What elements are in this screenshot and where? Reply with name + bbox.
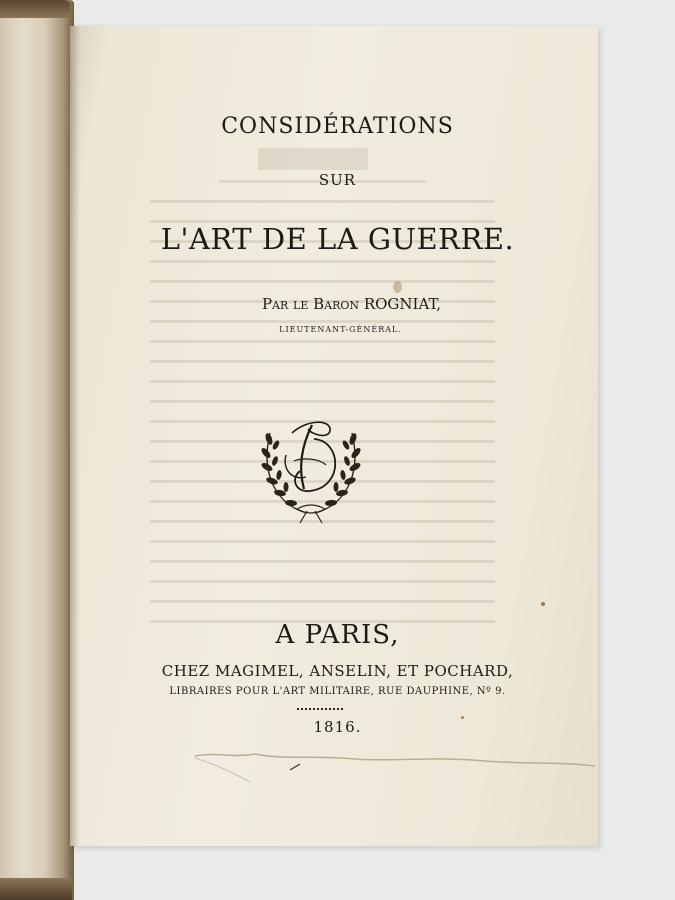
binding-top	[0, 0, 70, 18]
bleed-through-text	[150, 140, 495, 620]
title-line-sur: SUR	[318, 171, 357, 189]
ornamental-rule	[297, 708, 343, 710]
author-rank: LIEUTENANT-GÉNÉRAL.	[279, 325, 402, 334]
title-line-main: L'ART DE LA GUERRE.	[160, 222, 515, 256]
imprint-publisher: CHEZ MAGIMEL, ANSELIN, ET POCHARD,	[161, 662, 514, 680]
foxing-spot	[541, 602, 545, 606]
binding-bottom	[0, 878, 72, 900]
foxing-spot	[393, 281, 402, 293]
torn-paper-edge	[195, 752, 595, 786]
imprint-city: A PARIS,	[275, 620, 400, 650]
imprint-address: LIBRAIRES POUR L'ART MILITAIRE, RUE DAUPHINE, Nº 9.	[169, 686, 506, 697]
monogram-wreath-icon	[252, 405, 370, 525]
imprint-year: 1816.	[313, 718, 362, 736]
author-line: Par le Baron ROGNIAT,	[261, 295, 442, 313]
title-line-considerations: CONSIDÉRATIONS	[221, 114, 454, 139]
foxing-spot	[461, 716, 464, 719]
